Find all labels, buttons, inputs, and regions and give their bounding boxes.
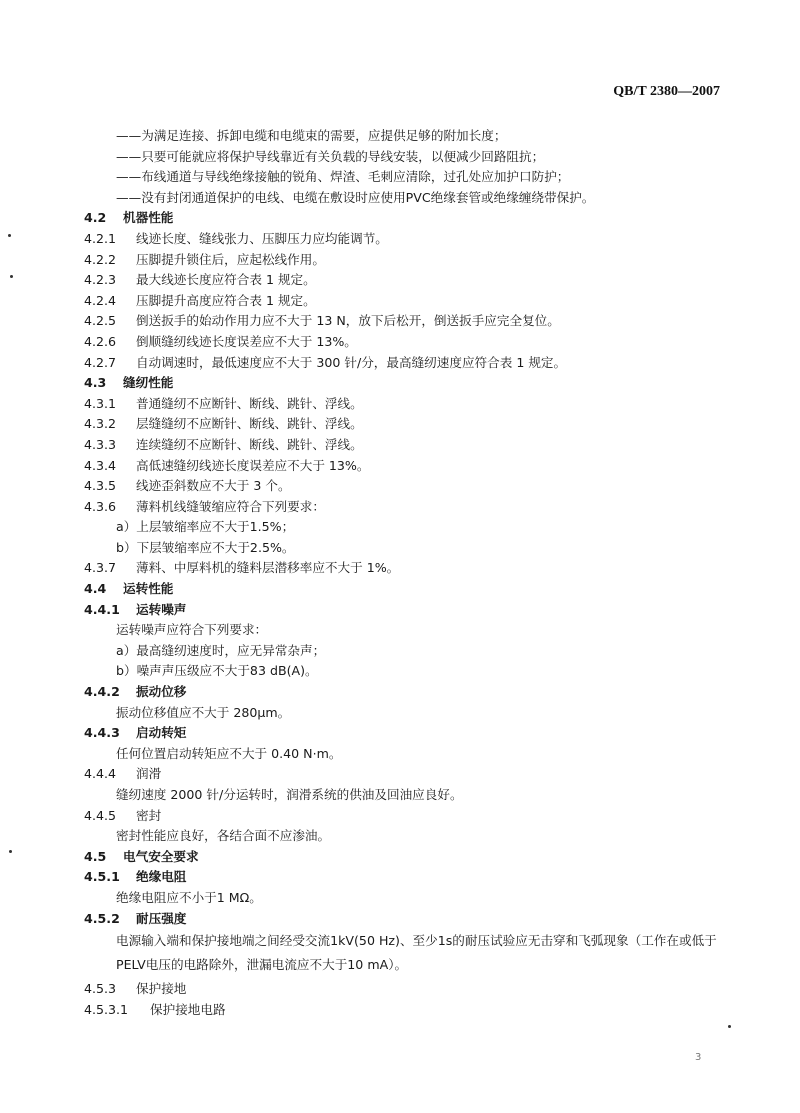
clause-text: 运转噪声应符合下列要求： [116, 622, 268, 638]
scan-speck [8, 234, 11, 237]
section-number: 4.4 [84, 581, 107, 597]
subsection-heading [0, 682, 800, 703]
clause-text: 密封性能应良好，各结合面不应渗油。 [116, 828, 331, 844]
section-title: 运转性能 [123, 581, 174, 597]
clause [0, 497, 800, 518]
subsection-title: 保护接地电路 [150, 1001, 226, 1017]
clause [0, 270, 800, 291]
section-heading-4-4 [0, 579, 800, 600]
clause [0, 353, 800, 374]
list-item: b）下层皱缩率应不大于2.5%。 [116, 539, 295, 555]
bullet-item: ——为满足连接、拆卸电缆和电缆束的需要，应提供足够的附加长度； [116, 128, 507, 143]
section-title: 缝纫性能 [123, 375, 174, 391]
clause-text: 最大线迹长度应符合表 1 规定。 [136, 272, 316, 288]
standard-code: QB/T 2380—2007 [613, 84, 720, 99]
clause [0, 394, 800, 415]
clause-number: 4.4.5 [84, 807, 117, 823]
clause-number: 4.2.2 [84, 251, 117, 267]
clause-text: 连续缝纫不应断针、断线、跳针、浮线。 [136, 436, 363, 452]
clause-number: 4.4.2 [84, 684, 120, 700]
subsection-title: 振动位移 [136, 684, 187, 700]
bullet-item: ——布线通道与导线绝缘接触的锐角、焊渣、毛刺应清除，过孔处应加护口防护； [116, 169, 570, 185]
clause [0, 250, 800, 271]
section-heading-4-3 [0, 373, 800, 394]
section-heading-4-5 [0, 847, 800, 868]
bullet-item: ——没有封闭通道保护的电线、电缆在敷设时应使用PVC绝缘套管或绝缘缠绕带保护。 [116, 189, 595, 205]
clause-number: 4.2.5 [84, 313, 117, 329]
subsection-heading [0, 723, 800, 744]
clause-number: 4.3.6 [84, 498, 117, 514]
subsection-title: 润滑 [136, 766, 162, 782]
clause-number: 4.2.6 [84, 333, 117, 349]
clause-number: 4.5.1 [84, 869, 120, 885]
clause [0, 456, 800, 477]
section-number: 4.5 [84, 848, 107, 864]
clause-text: 高低速缝纫线迹长度误差应不大于 13%。 [136, 457, 370, 473]
subsection-title: 启动转矩 [136, 725, 187, 741]
clause-number: 4.3.1 [84, 395, 117, 411]
clause-number: 4.3.4 [84, 457, 117, 473]
scan-speck [10, 275, 13, 278]
subsection-title: 密封 [136, 807, 162, 823]
clause-text: 薄料机线缝皱缩应符合下列要求： [136, 498, 325, 514]
clause-text: 普通缝纫不应断针、断线、跳针、浮线。 [136, 395, 363, 411]
clause [0, 558, 800, 579]
section-number: 4.3 [84, 375, 107, 391]
clause-number: 4.2.4 [84, 292, 117, 308]
subsection-heading [0, 600, 800, 621]
clause-number: 4.3.5 [84, 478, 117, 494]
subsection-heading [0, 806, 800, 827]
clause-text: 薄料、中厚料机的缝料层潜移率应不大于 1%。 [136, 560, 400, 576]
clause-number: 4.4.1 [84, 601, 120, 617]
clause-paragraph: 电源输入端和保护接地端之间经受交流1kV(50 Hz)、至少1s的耐压试验应无击穿和飞弧现象（工作在或低于PELV电压的电路除外，泄漏电流应不大于10 mA）。 [116, 933, 717, 973]
clause-text: 绝缘电阻应不小于1 MΩ。 [116, 889, 262, 905]
subsection-heading [0, 909, 800, 930]
clause-number: 4.3.7 [84, 560, 117, 576]
subsection-heading [0, 979, 800, 1000]
subsection-heading [0, 1000, 800, 1021]
document-body [0, 126, 800, 1020]
clause [0, 229, 800, 250]
clause-text: 倒顺缝纫线迹长度误差应不大于 13%。 [136, 333, 357, 349]
subsection-title: 运转噪声 [136, 601, 187, 617]
clause [0, 291, 800, 312]
bullet-item: ——只要可能就应将保护导线靠近有关负载的导线安装，以便减少回路阻抗； [116, 148, 545, 164]
clause-number: 4.4.3 [84, 725, 120, 741]
clause-number: 4.2.7 [84, 354, 117, 370]
section-number: 4.2 [84, 210, 107, 226]
clause-number: 4.2.1 [84, 230, 117, 246]
page-number: 3 [695, 1052, 702, 1063]
clause-text: 缝纫速度 2000 针/分运转时，润滑系统的供油及回油应良好。 [116, 787, 463, 802]
clause [0, 414, 800, 435]
clause-number: 4.3.2 [84, 416, 117, 432]
clause-text: 线迹长度、缝线张力、压脚压力应均能调节。 [136, 230, 388, 246]
clause [0, 311, 800, 332]
section-title: 机器性能 [123, 210, 174, 226]
clause-text: 任何位置启动转矩应不大于 0.40 N·m。 [116, 745, 342, 761]
subsection-title: 耐压强度 [136, 910, 187, 926]
subsection-title: 绝缘电阻 [136, 869, 187, 885]
clause [0, 435, 800, 456]
scan-speck [728, 1025, 731, 1028]
clause-text: 振动位移值应不大于 280μm。 [116, 704, 291, 720]
clause [0, 332, 800, 353]
section-title: 电气安全要求 [123, 848, 199, 864]
clause-number: 4.4.4 [84, 766, 117, 782]
clause-text: 压脚提升锁住后，应起松线作用。 [136, 251, 325, 267]
subsection-heading [0, 764, 800, 785]
scan-speck [9, 850, 12, 853]
clause [0, 476, 800, 497]
clause-number: 4.2.3 [84, 272, 117, 288]
list-item: b）噪声声压级应不大于83 dB(A)。 [116, 663, 318, 679]
list-item: a）上层皱缩率应不大于1.5%； [116, 519, 295, 535]
clause-text: 线迹歪斜数应不大于 3 个。 [136, 478, 291, 494]
clause-number: 4.3.3 [84, 436, 117, 452]
clause-text: 压脚提升高度应符合表 1 规定。 [136, 292, 316, 308]
section-heading-4-2 [0, 208, 800, 229]
subsection-heading [0, 867, 800, 888]
clause-number: 4.5.3 [84, 981, 117, 997]
clause-text: 层缝缝纫不应断针、断线、跳针、浮线。 [136, 416, 363, 432]
list-item: a）最高缝纫速度时，应无异常杂声； [116, 642, 326, 658]
clause-number: 4.5.3.1 [84, 1001, 129, 1017]
clause-number: 4.5.2 [84, 910, 120, 926]
clause-text: 自动调速时，最低速度应不大于 300 针/分，最高缝纫速度应符合表 1 规定。 [136, 354, 567, 370]
subsection-title: 保护接地 [136, 981, 187, 997]
clause-text: 倒送扳手的始动作用力应不大于 13 N，放下后松开，倒送扳手应完全复位。 [136, 313, 560, 329]
